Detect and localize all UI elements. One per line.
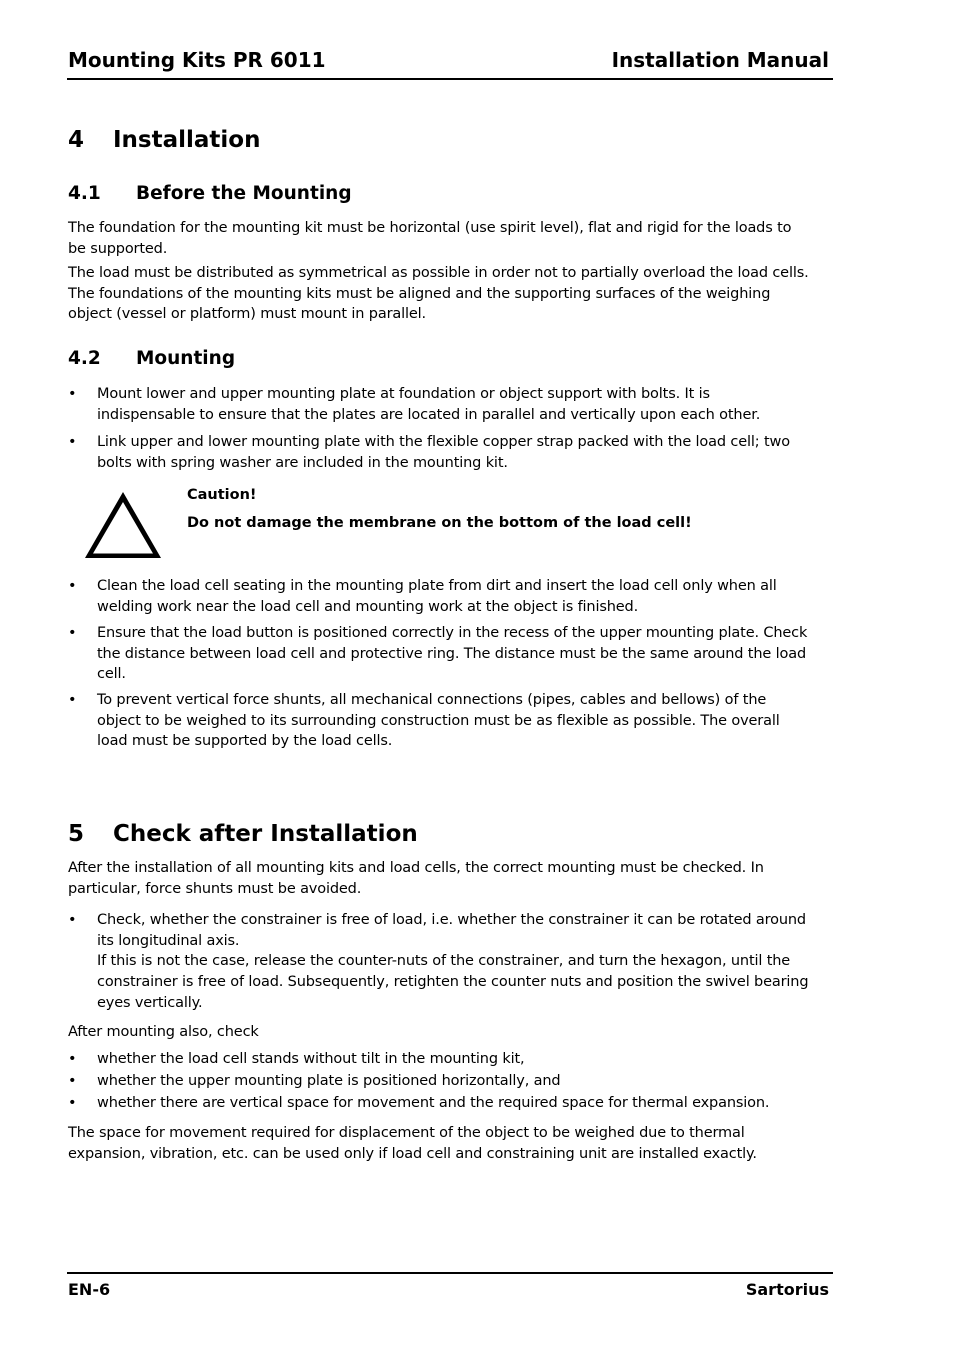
heading-installation xyxy=(68,126,260,154)
page-header xyxy=(67,46,833,80)
list-item-text: Ensure that the load button is positioned correctly in the recess of the upper mounting plate. Check the distance between load cell and protective ring. The distance must be the same around the load cell. xyxy=(97,625,808,683)
paragraph: After mounting also, check xyxy=(68,1024,259,1040)
caution-title: Caution! xyxy=(187,487,257,503)
paragraph: The foundation for the mounting kit must be horizontal (use spirit level), flat and rigid for the loads to be supported. xyxy=(68,220,792,257)
heading-text: Installation xyxy=(113,127,261,153)
paragraph: The space for movement required for displacement of the object to be weighed due to thermal expansion, vibration, etc. can be used only if load cell and constraining unit are installed exactly. xyxy=(68,1125,757,1162)
heading-text: Check after Installation xyxy=(113,821,418,847)
list-item-text: Clean the load cell seating in the mounting plate from dirt and insert the load cell only when all welding work near the load cell and mounting work at the object is finished. xyxy=(97,578,777,615)
heading-number: 4.1 xyxy=(68,183,101,204)
bullet: • xyxy=(68,912,77,928)
bullet: • xyxy=(68,625,77,641)
heading-mounting xyxy=(68,347,235,371)
header-doc-type: Installation Manual xyxy=(611,48,829,72)
footer-brand: Sartorius xyxy=(745,1280,829,1299)
heading-text: Mounting xyxy=(136,348,236,369)
list-item-line: Check, whether the constrainer is free of load, i.e. whether the constrainer it can be rotated around its longitudinal axis. xyxy=(97,912,806,949)
bullet: • xyxy=(68,434,77,450)
caution-text: Do not damage the membrane on the bottom of the load cell! xyxy=(187,515,692,531)
warning-triangle-icon xyxy=(83,490,163,562)
heading-before-mounting xyxy=(68,182,352,206)
list-item-text: whether the upper mounting plate is positioned horizontally, and xyxy=(97,1073,561,1089)
bullet: • xyxy=(68,578,77,594)
page-footer xyxy=(67,1272,833,1304)
heading-check-after-installation xyxy=(68,820,418,848)
bullet: • xyxy=(68,386,77,402)
heading-number: 4.2 xyxy=(68,348,101,369)
list-item-text: whether there are vertical space for movement and the required space for thermal expansion. xyxy=(97,1095,770,1111)
list-item-line: If this is not the case, release the counter-nuts of the constrainer, and turn the hexagon, until the constrainer is free of load. Subsequently, retighten the counter nuts and position the swivel bearing eyes vertically. xyxy=(97,953,809,1011)
header-title: Mounting Kits PR 6011 xyxy=(68,48,326,72)
bullet: • xyxy=(68,692,77,708)
bullet: • xyxy=(68,1095,77,1111)
heading-number: 5 xyxy=(68,821,85,847)
list-item-text: whether the load cell stands without tilt in the mounting kit, xyxy=(97,1051,525,1067)
paragraph: After the installation of all mounting kits and load cells, the correct mounting must be checked. In particular, force shunts must be avoided. xyxy=(68,860,764,897)
heading-text: Before the Mounting xyxy=(136,183,352,204)
list-item-text: Mount lower and upper mounting plate at foundation or object support with bolts. It is indispensable to ensure that the plates are located in parallel and vertically upon each other. xyxy=(97,386,761,423)
heading-number: 4 xyxy=(68,127,85,153)
list-item-text: Link upper and lower mounting plate with the flexible copper strap packed with the load cell; two bolts with spring washer are included in the mounting kit. xyxy=(97,434,790,471)
bullet: • xyxy=(68,1051,77,1067)
paragraph: The load must be distributed as symmetrical as possible in order not to partially overload the load cells. The foundations of the mounting kits must be aligned and the supporting surfaces of the weighing object (vessel or platform) must mount in parallel. xyxy=(68,265,809,323)
bullet: • xyxy=(68,1073,77,1089)
list-item-text xyxy=(97,910,810,1014)
list-item-text: To prevent vertical force shunts, all mechanical connections (pipes, cables and bellows) of the object to be weighed to its surrounding construction must be as flexible as possible. The overall load must be supported by the load cells. xyxy=(97,692,780,750)
page-number: EN-6 xyxy=(68,1280,111,1299)
